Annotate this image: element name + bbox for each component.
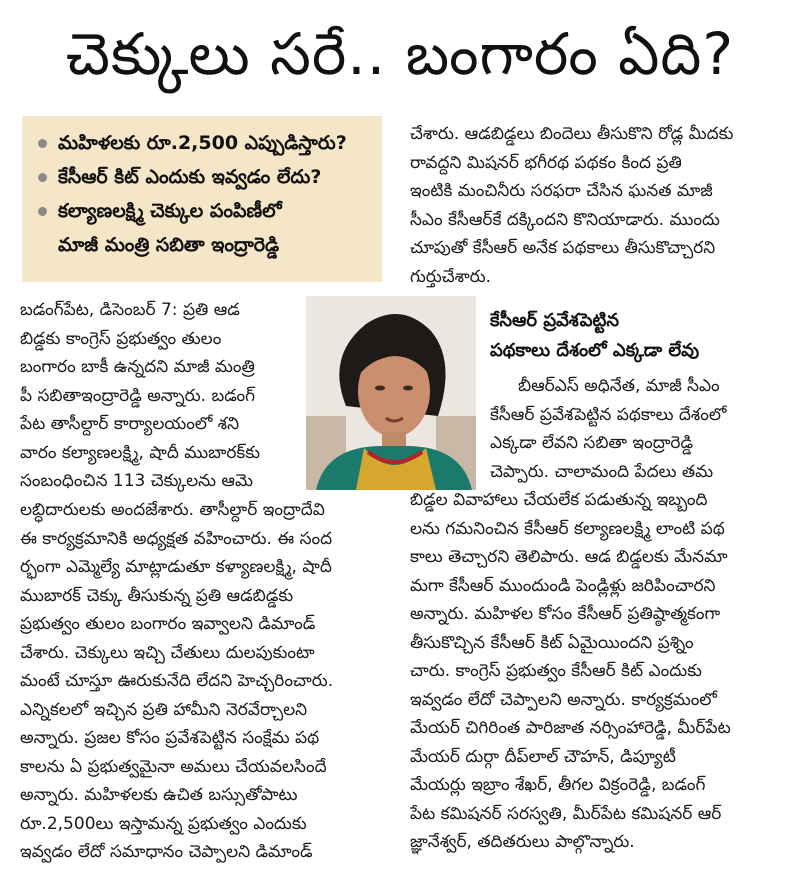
subheading-line: పథకాలు దేశంలో ఎక్కడా లేవు bbox=[490, 340, 700, 361]
bullet-icon bbox=[38, 173, 47, 182]
headline: చెక్కులు సరే.. బంగారం ఏది? bbox=[65, 20, 735, 88]
body-line: చారు. కాంగ్రెస్ ప్రభుత్వం కేసీఆర్ కిట్ ఎందుకు bbox=[410, 661, 702, 681]
body-line: లను గమనించిన కేసీఆర్ కల్యాణలక్ష్మి లాంటి పథ bbox=[410, 518, 725, 539]
body-line: ఇవ్వడం లేదో చెప్పాలని అన్నారు. కార్యక్రమంలో bbox=[410, 689, 717, 710]
body-line: ఎక్కడా లేవని సబితా ఇంద్రారెడ్డి bbox=[490, 433, 694, 453]
body-line: కాలను ఏ ప్రభుత్వమైనా అమలు చేయవలసిందే bbox=[20, 756, 327, 777]
right-column-bottom bbox=[410, 486, 782, 857]
body-line: రూ.2,500లు ఇస్తామన్న ప్రభుత్వం ఎందుకు bbox=[20, 813, 307, 834]
body-line: వారం కల్యాణలక్ష్మి, షాదీ ముబారక్‌కు bbox=[20, 442, 261, 463]
body-line: మేయర్ చిగిరింత పారిజాత నర్సింహారెడ్డి, మీర్‌పేట bbox=[410, 718, 731, 738]
body-line: మేయర్ దుర్గా దీప్‌లాల్ చౌహన్, డిప్యూటీ bbox=[410, 746, 676, 767]
body-line: అన్నారు. మహిళలకు ఉచిత బస్సుతోపాటు bbox=[20, 785, 298, 805]
body-line: లబ్ధిదారులకు అందజేశారు. తాసీల్దార్ ఇంద్రాదేవి bbox=[20, 500, 325, 520]
highlight-text: కేసీఆర్ కిట్ ఎందుకు ఇవ్వడం లేదు? bbox=[58, 166, 322, 188]
left-column-top bbox=[20, 296, 296, 496]
highlight-text: కల్యాణలక్ష్మి చెక్కుల పంపిణీలో bbox=[58, 200, 282, 222]
body-line: పేట తాసీల్దార్ కార్యాలయంలో శని bbox=[20, 414, 240, 434]
body-line: చేశారు. ఆడబిడ్డలు బిందెలు తీసుకొని రోడ్ల మీదకు bbox=[410, 124, 734, 144]
person-portrait-icon bbox=[306, 296, 476, 490]
body-line: ఎన్నికలలో ఇచ్చిన ప్రతి హామీని నెరవేర్చాలని bbox=[20, 699, 308, 720]
body-line: ముబారక్ చెక్కు తీసుకున్న ప్రతి ఆడబిడ్డకు bbox=[20, 585, 294, 606]
body-line: పేట కమిషనర్ సరస్వతి, మీర్‌పేట కమిషనర్ ఆర్ bbox=[410, 803, 722, 824]
highlight-text: మాజీ మంత్రి సబితా ఇంద్రారెడ్డి bbox=[58, 234, 280, 256]
body-line: చెప్పారు. చాలామంది పేదలు తమ bbox=[490, 461, 714, 482]
body-line: బిడ్డకు కాంగ్రెస్ ప్రభుత్వం తులం bbox=[20, 328, 222, 349]
body-line: మంటే చూస్తూ ఊరుకునేది లేదని హెచ్చరించారు. bbox=[20, 671, 334, 691]
body-line: కాలు తెచ్చారని తెలిపారు. ఆడ బిడ్డలకు మేనమా bbox=[410, 547, 728, 567]
subheading bbox=[490, 306, 790, 366]
body-line: బీఆర్ఎస్ అధినేత, మాజీ సీఎం bbox=[518, 376, 720, 396]
body-line: చూపుతో కేసీఆర్ అనేక పథకాలు తీసుకొచ్చారని bbox=[410, 238, 716, 258]
body-line: మేయర్లు ఇబ్రాం శేఖర్, తీగల విక్రంరెడ్డి, బడంగ్ bbox=[410, 775, 706, 795]
body-line: ప్రభుత్వం తులం బంగారం ఇవ్వాలని డిమాండ్ bbox=[20, 614, 316, 634]
body-line: ర్భంగా ఎమ్మెల్యే మాట్లాడుతూ కళ్యాణలక్ష్మి, షాదీ bbox=[20, 557, 332, 577]
body-line: ఈ కార్యక్రమానికి అధ్యక్షత వహించారు. ఈ సంద bbox=[20, 528, 333, 549]
body-line: ఇవ్వడం లేదో సమాధానం చెప్పాలని డిమాండ్ bbox=[20, 842, 313, 862]
portrait-photo bbox=[306, 296, 476, 490]
body-line: సీఎం కేసీఆర్‌కే దక్కిందని కొనియాడారు. ముందు bbox=[410, 209, 720, 230]
body-line: మగా కేసీఆర్ ముందుండి పెండ్లిళ్లు జరిపించారని bbox=[410, 575, 716, 596]
highlight-item bbox=[36, 126, 372, 160]
body-line: చేశారు. చెక్కులు ఇచ్చి చేతులు దులపుకుంటా bbox=[20, 642, 315, 663]
body-line: అన్నారు. ప్రజల కోసం ప్రవేశపెట్టిన సంక్షేమ పథ bbox=[20, 728, 320, 748]
body-line: రావద్దని మిషనర్ భగీరథ పథకం కింద ప్రతి bbox=[410, 152, 682, 173]
body-line: తీసుకొచ్చిన కేసీఆర్ కిట్ ఏమైయిందని ప్రశ్నిం bbox=[410, 632, 694, 653]
body-line: ఇంటికి మంచినీరు సరఫరా చేసిన ఘనత మాజీ bbox=[410, 181, 713, 201]
subheading-line: కేసీఆర్ ప్రవేశపెట్టిన bbox=[490, 310, 620, 331]
highlight-item bbox=[36, 160, 372, 194]
left-column-bottom bbox=[20, 496, 398, 867]
highlights-box bbox=[22, 116, 382, 282]
body-line: పీ సబితాఇంద్రారెడ్డి అన్నారు. బడంగ్ bbox=[20, 385, 256, 406]
highlight-item bbox=[36, 194, 372, 228]
bullet-icon bbox=[38, 139, 47, 148]
body-line: జ్ఞానేశ్వర్, తదితరులు పాల్గొన్నారు. bbox=[410, 832, 635, 852]
body-line: బిడ్డల వివాహాలు చేయలేక పడుతున్న ఇబ్బంది bbox=[410, 490, 708, 510]
body-line: బంగారం బాకీ ఉన్నదని మాజీ మంత్రి bbox=[20, 357, 255, 377]
body-line: బడంగ్‌పేట, డిసెంబర్ 7: ప్రతి ఆడ bbox=[20, 300, 240, 320]
body-line: గుర్తుచేశారు. bbox=[410, 266, 492, 287]
right-column-top bbox=[410, 120, 782, 291]
body-line: అన్నారు. మహిళల కోసం కేసీఆర్ ప్రతిష్ఠాత్మకంగా bbox=[410, 604, 721, 624]
body-line: కేసీఆర్ ప్రవేశపెట్టిన పథకాలు దేశంలో bbox=[490, 404, 727, 425]
bullet-icon bbox=[38, 207, 47, 216]
right-column-lower bbox=[490, 372, 782, 486]
body-line: సంబంధించిన 113 చెక్కులను ఆమె bbox=[20, 471, 253, 491]
highlight-item bbox=[36, 228, 372, 262]
highlight-text: మహిళలకు రూ.2,500 ఎప్పుడిస్తారు? bbox=[58, 132, 347, 154]
